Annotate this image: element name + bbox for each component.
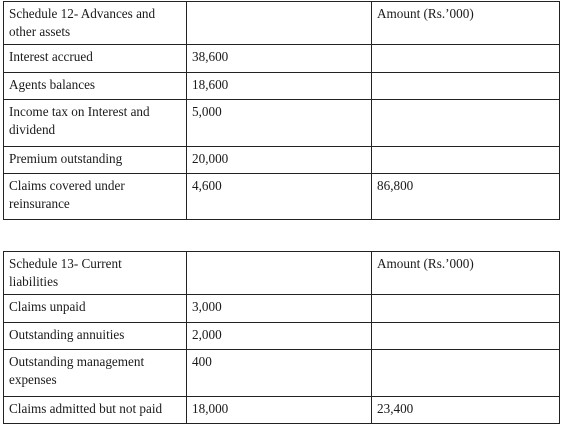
- row-value: 18,000: [187, 397, 372, 424]
- table-row: [4, 174, 560, 220]
- table-header-row: [4, 252, 560, 295]
- row-label: Interest accrued: [4, 45, 187, 73]
- row-value: 5,000: [187, 100, 372, 147]
- row-value: 20,000: [187, 147, 372, 174]
- row-label: Claims unpaid: [4, 295, 187, 323]
- amount-header: Amount (Rs.’000): [372, 2, 560, 45]
- row-total: [372, 323, 560, 350]
- row-label: Income tax on Interest and dividend: [4, 100, 187, 147]
- row-label: Outstanding management expenses: [4, 350, 187, 397]
- schedule-12-table: [3, 1, 560, 220]
- empty-cell: [187, 2, 372, 45]
- row-label: Claims admitted but not paid: [4, 397, 187, 424]
- row-value: 4,600: [187, 174, 372, 220]
- row-value: 3,000: [187, 295, 372, 323]
- row-total: [372, 350, 560, 397]
- schedule-title: Schedule 12- Advances and other assets: [4, 2, 187, 45]
- table-row: [4, 100, 560, 147]
- schedule-13-table: [3, 251, 560, 424]
- row-value: 2,000: [187, 323, 372, 350]
- row-value: 38,600: [187, 45, 372, 73]
- table-row: [4, 323, 560, 350]
- row-label: Premium outstanding: [4, 147, 187, 174]
- row-value: 400: [187, 350, 372, 397]
- schedule-title: Schedule 13- Current liabilities: [4, 252, 187, 295]
- row-value: 18,600: [187, 73, 372, 100]
- amount-header: Amount (Rs.’000): [372, 252, 560, 295]
- table-header-row: [4, 2, 560, 45]
- row-total: [372, 73, 560, 100]
- row-total: [372, 295, 560, 323]
- table-row: [4, 45, 560, 73]
- row-total: [372, 100, 560, 147]
- empty-cell: [187, 252, 372, 295]
- row-total: 23,400: [372, 397, 560, 424]
- table-row: [4, 397, 560, 424]
- row-total: [372, 147, 560, 174]
- row-label: Agents balances: [4, 73, 187, 100]
- table-row: [4, 295, 560, 323]
- row-total: 86,800: [372, 174, 560, 220]
- table-row: [4, 147, 560, 174]
- table-row: [4, 350, 560, 397]
- table-row: [4, 73, 560, 100]
- row-label: Outstanding annuities: [4, 323, 187, 350]
- row-label: Claims covered under reinsurance: [4, 174, 187, 220]
- row-total: [372, 45, 560, 73]
